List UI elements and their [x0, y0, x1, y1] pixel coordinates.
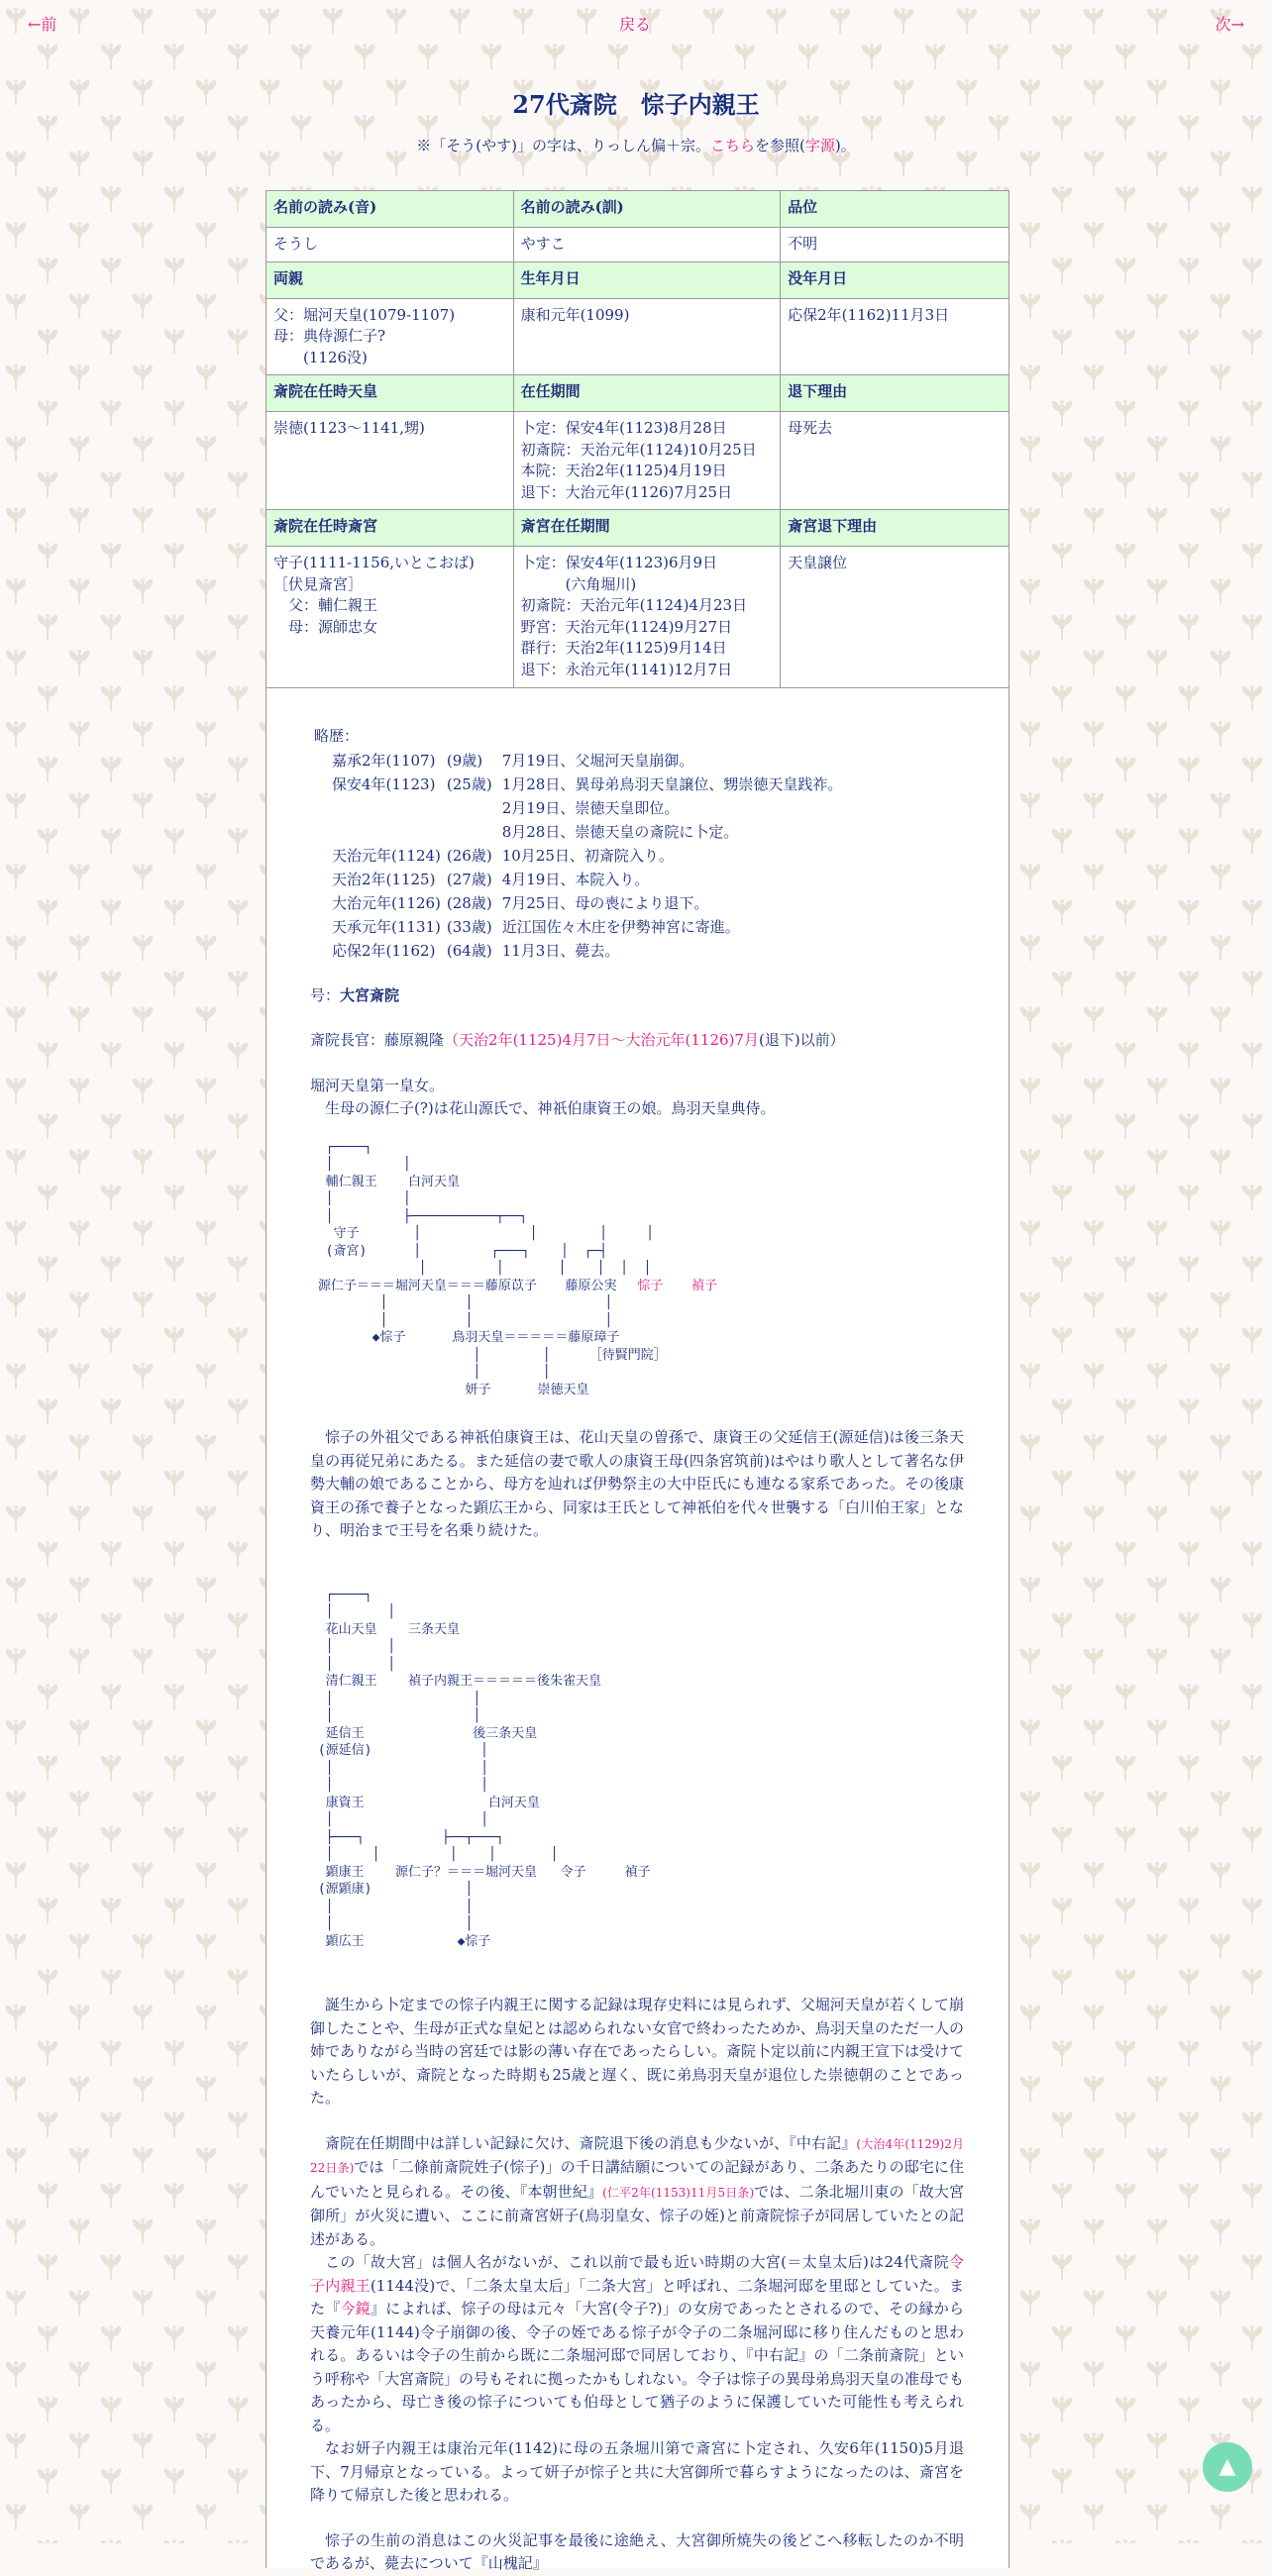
saigu-tenure-line: 卜定：保安4年(1123)6月9日: [520, 554, 718, 571]
para3-text: では、二条北堀川東の「故大宮御所」が火災に遭い、ここに前斎宮妍子(鳥羽皇女、悰子の姪)と前斎院悰子が同居していたとの記述がある。: [310, 2182, 964, 2248]
tenure-line: 退下：大治元年(1126)7月25日: [520, 482, 733, 501]
nav-next-link[interactable]: 次→: [1215, 15, 1244, 34]
ryaku-heading: 略歴：: [314, 727, 360, 745]
chokan-period: 天治2年(1125)4月7日～大治元年(1126)7月: [459, 1031, 759, 1049]
ryaku-text: 7月19日、父堀河天皇崩御。: [501, 751, 694, 770]
tree-line: (源延信) │: [310, 1743, 488, 1758]
ryaku-table: [316, 749, 842, 963]
value-parents: [266, 298, 514, 375]
ryaku-age: [447, 820, 502, 844]
table-row: [266, 510, 1009, 547]
table-row: [266, 191, 1009, 228]
value-death: 応保2年(1162)11月3日: [781, 298, 1009, 375]
table-row: [266, 547, 1009, 688]
paragraph-early-life: 誕生から卜定までの悰子内親王に関する記録は現存史料には見られず、父堀河天皇が若くして崩御したことや、生母が正式な皇妃とは認められない女官で終わったためか、鳥羽天皇のただ一人の姉でありながら当時の宮廷では影の薄い存在であったらしい。斎院卜定以前に内親王宣下は受けていたらしいが、斎院となった時期も25歳と遅く、既に弟鳥羽天皇が退位した崇徳朝のことであった。: [310, 1996, 964, 2107]
tree-line: 守子 │ │ │ │: [310, 1226, 654, 1241]
glyph-note: [0, 135, 1272, 155]
ryaku-row: [316, 820, 842, 844]
ryaku-age: (26歳): [446, 846, 492, 865]
header-death: 没年月日: [781, 261, 1009, 298]
para3-citation: (大治4年(1129)2月22日条): [310, 2136, 964, 2175]
ryaku-era: [316, 820, 447, 844]
tree-name-soshi: 悰子: [637, 1278, 664, 1293]
note-link-jigen[interactable]: 字源: [804, 137, 835, 155]
tree-line: 顕広王 ◆悰子: [310, 1933, 491, 1949]
saigu-line: 父：輔仁親王: [273, 596, 378, 614]
ryaku-row: [316, 796, 842, 820]
ryaku-era: 嘉承2年(1107): [332, 751, 436, 770]
tree-line: │ │: [310, 1899, 474, 1914]
para4-text: この「故大宮」は個人名がないが、これ以前で最も近い時期の大宮(＝太皇太后)は24代斎院: [325, 2253, 949, 2271]
para3-text: では「二條前斎院姓子(悰子)」の千日講結願についての記録があり、二条あたりの邸宅に住んでいたと見られる。その後、『本朝世紀』: [310, 2158, 964, 2201]
tree-line: ◆悰子 鳥羽天皇＝＝＝＝＝藤原璋子: [310, 1330, 620, 1345]
tree-line: │ │: [310, 1191, 411, 1206]
tree-line: │ │: [310, 1812, 489, 1827]
value-saigu: [266, 547, 514, 688]
ryaku-era: 応保2年(1162): [332, 941, 436, 960]
chokan-close: (退下)以前）: [758, 1031, 845, 1049]
tree-line: │ │: [310, 1691, 481, 1706]
ryaku-era: 保安4年(1123): [332, 774, 436, 793]
table-row: [266, 375, 1009, 412]
saigu-tenure-line: 退下：永治元年(1141)12月7日: [520, 660, 733, 678]
value-birth: 康和元年(1099): [513, 298, 781, 375]
tree-line: (斎宮) │ ┌───┐ │ ┌─┤: [310, 1243, 607, 1259]
go-label: 号：: [310, 985, 341, 1004]
header-birth: 生年月日: [513, 261, 781, 298]
value-tenure: [513, 412, 781, 510]
tree-line: 顕康王 源仁子？＝＝＝堀河天皇 令子 禎子: [310, 1864, 651, 1880]
ryaku-row: [316, 749, 842, 773]
header-saigu: 斎院在任時斎宮: [266, 510, 514, 547]
tree-line: 花山天皇 三条天皇: [310, 1621, 460, 1637]
ryaku-row: [316, 844, 842, 868]
value-saigu-retire: 天皇譲位: [781, 547, 1009, 688]
parent-line: 父：堀河天皇(1079-1107): [273, 305, 456, 324]
tenure-line: 本院：天治2年(1125)4月19日: [520, 462, 727, 479]
family-tree-2: [310, 1587, 964, 1951]
tree-line: 妍子 崇徳天皇: [310, 1382, 589, 1397]
para3-citation: (仁平2年(1153)11月5日条): [602, 2185, 755, 2200]
saigu-tenure-line: 群行：天治2年(1125)9月14日: [520, 639, 727, 657]
go-value: 大宮斎院: [340, 985, 400, 1004]
chokan-open: （: [444, 1031, 460, 1049]
saigu-tenure-line: (六角堀川): [520, 574, 637, 593]
scroll-top-button[interactable]: ▲: [1203, 2442, 1252, 2492]
link-reishi[interactable]: 令子内親王: [310, 2253, 964, 2295]
ryaku-text: 4月19日、本院入り。: [501, 870, 650, 888]
nav-prev-link[interactable]: ←前: [28, 15, 57, 34]
table-row: [266, 228, 1009, 262]
ryaku-row: [316, 773, 842, 796]
nav-back-link[interactable]: 戻る: [619, 15, 652, 34]
ryaku-era: 天治2年(1125): [332, 870, 436, 888]
paragraph-records: [310, 2132, 964, 2252]
value-emperor: 崇徳(1123～1141,甥): [266, 412, 514, 510]
main-content: [310, 725, 964, 2576]
paragraph-kenshi: なお妍子内親王は康治元年(1142)に母の五条堀川第で斎宮に卜定され、久安6年(1150)5月退下、7月帰京となっている。よって妍子が悰子と共に大宮御所で暮らすようになったのは、斎宮を降りて帰京した後と思われる。: [310, 2439, 964, 2504]
tree-line: ┌────┐: [310, 1139, 372, 1155]
note-text-pre: ※「そう(やす)」の字は、りっしん偏＋宗。: [416, 137, 710, 155]
ryaku-era: 天治元年(1124): [332, 846, 441, 865]
tree-line: │ │: [310, 1656, 396, 1672]
tree-line: (源顕康) │: [310, 1882, 474, 1897]
tree-line: 清仁親王 禎子内親王＝＝＝＝＝後朱雀天皇: [310, 1674, 601, 1689]
tree-line: │ │ ［待賢門院］: [310, 1347, 667, 1363]
tree-line: │ │: [310, 1365, 551, 1380]
family-tree-1: [310, 1139, 964, 1399]
tree-line: │ │ │: [310, 1312, 613, 1328]
ryaku-age: (9歳): [446, 751, 483, 770]
tree-line: │ │ │: [310, 1295, 613, 1310]
table-row: [266, 412, 1009, 510]
ryaku-age: [447, 796, 502, 820]
tree-line: │ │ │ │ │: [310, 1847, 559, 1862]
ryaku-age: (28歳): [446, 893, 492, 912]
header-retire-reason: 退下理由: [781, 375, 1009, 412]
ryaku-age: (64歳): [446, 941, 492, 960]
ryaku-row: [316, 939, 842, 963]
value-saigu-tenure: [513, 547, 781, 688]
tree-line: ┌────┐: [310, 1587, 372, 1602]
tree-line: 輔仁親王 白河天皇: [310, 1174, 460, 1189]
tree-line: │ │: [310, 1157, 411, 1172]
tree-line: │ ├───────────┬──┐: [310, 1208, 528, 1224]
saigu-tenure-line: 初斎院：天治元年(1124)4月23日: [520, 596, 748, 614]
ryaku-era: [316, 796, 447, 820]
ryaku-row: [316, 868, 842, 891]
ryaku-row: [316, 891, 842, 915]
tree-line: │ │: [310, 1708, 481, 1723]
header-reading-on: 名前の読み(音): [266, 191, 514, 228]
saigu-line: ［伏見斎宮］: [273, 574, 364, 593]
header-saigu-retire: 斎宮退下理由: [781, 510, 1009, 547]
tree-text: 源仁子＝＝＝堀河天皇＝＝＝藤原苡子 藤原公実: [310, 1278, 638, 1293]
ryaku-text: 2月19日、崇徳天皇即位。: [501, 798, 680, 817]
link-imakagami[interactable]: 今鏡: [340, 2300, 371, 2318]
tree-line: │ │: [310, 1760, 489, 1776]
note-text-post: )。: [834, 137, 856, 155]
tree-line: │ │: [310, 1639, 396, 1654]
ryaku-text: 近江国佐々木庄を伊勢神宮に寄進。: [501, 917, 740, 936]
table-row: [266, 261, 1009, 298]
value-reading-on: そうし: [266, 228, 514, 262]
header-parents: 両親: [266, 261, 514, 298]
ryaku-era: 天承元年(1131): [332, 917, 441, 936]
note-text-mid: を参照(: [755, 137, 805, 155]
para4-text: (1144没)で、「二条太皇太后」「二条大宮」と呼ばれ、二条堀河邸を里邸としていた。また『: [310, 2276, 964, 2318]
para4-text: 』によれば、悰子の母は元々「大宮(令子?)」の女房であったとされるので、その縁から天養元年(1144)令子崩御の後、令子の姪である悰子が令子の二条堀河邸に移り住んだものと思われる。あるいは令子の生前から既に二条堀河邸で同居しており、『中右記』の「二条前斎院」という呼称や「大宮斎院」の号もそれに拠ったかもしれない。令子は悰子の異母弟鳥羽天皇の准母でもあったから、母亡き後の悰子についても伯母として猶子のように保護していた可能性も考えられる。: [310, 2300, 965, 2434]
tree-text: [663, 1279, 691, 1293]
value-rank: 不明: [781, 228, 1009, 262]
ryaku-row: [316, 915, 842, 939]
tree-name-teishi: 禎子: [690, 1278, 717, 1293]
tree-line: │ │: [310, 1778, 489, 1793]
note-link-kochira[interactable]: こちら: [709, 137, 755, 155]
tree-line: │ │: [310, 1604, 396, 1619]
paragraph-omiya: [310, 2251, 964, 2437]
tree-line: 康資王 白河天皇: [310, 1795, 540, 1810]
header-tenure: 在任期間: [513, 375, 781, 412]
para3-text: 斎院在任期間中は詳しい記録に欠け、斎院退下後の消息も少ないが、『中右記』: [325, 2133, 857, 2152]
tree-line: 延信王 後三条天皇: [310, 1725, 538, 1741]
saigu-line: 守子(1111-1156,いとこおば): [273, 554, 475, 571]
ryaku-text: 1月28日、異母弟鳥羽天皇譲位、甥崇徳天皇践祚。: [501, 774, 843, 793]
parent-line: 母：典侍源仁子?: [273, 327, 386, 345]
saigu-tenure-line: 野宮：天治元年(1124)9月27日: [520, 617, 733, 636]
ryaku-age: (27歳): [446, 870, 492, 888]
ryaku-age: (25歳): [446, 774, 492, 793]
tree-line: │ │ │ │ │ │: [310, 1261, 652, 1276]
go-line: [310, 984, 964, 1008]
ryaku-text: 7月25日、母の喪により退下。: [501, 893, 709, 912]
value-retire-reason: 母死去: [781, 412, 1009, 510]
intro-line: 生母の源仁子(?)は花山源氏で、神祇伯康資王の娘。鳥羽天皇典侍。: [310, 1099, 776, 1117]
header-rank: 品位: [781, 191, 1009, 228]
ryaku-text: 8月28日、崇徳天皇の斎院に卜定。: [501, 822, 739, 841]
info-table: [265, 190, 1009, 688]
paragraph-death: 悰子の生前の消息はこの火災記事を最後に途絶え、大宮御所焼失の後どこへ移転したのか不明であるが、薨去について『山槐記』: [310, 2530, 964, 2572]
tree-line: ├───┐ ├──┬───┐: [310, 1829, 504, 1845]
chokan-line: [310, 1029, 964, 1053]
header-saigu-tenure: 斎宮在任期間: [513, 510, 781, 547]
header-reading-kun: 名前の読み(訓): [513, 191, 781, 228]
header-emperor: 斎院在任時天皇: [266, 375, 514, 412]
ryaku-text: 11月3日、薨去。: [501, 941, 620, 960]
table-row: [266, 298, 1009, 375]
value-reading-kun: やすこ: [513, 228, 781, 262]
chokan-label: 斎院長官：藤原親隆: [310, 1031, 445, 1049]
saigu-line: 母：源師忠女: [273, 617, 378, 636]
tenure-line: 卜定：保安4年(1123)8月28日: [520, 419, 727, 437]
intro-line: 堀河天皇第一皇女。: [310, 1076, 445, 1094]
tenure-line: 初斎院：天治元年(1124)10月25日: [520, 440, 757, 459]
ryaku-text: 10月25日、初斎院入り。: [501, 846, 674, 865]
paragraph-grandfather: 悰子の外祖父である神祇伯康資王は、花山天皇の曽孫で、康資王の父延信王(源延信)は後三条天皇の再従兄弟にあたる。また延信の妻で歌人の康資王母(四条宮筑前)はやはり歌人として著名な伊勢大輔の娘であることから、母方を辿れば伊勢祭主の大中臣氏にも連なる家系であった。その後康資王の孫で養子となった顕広王から、同家は王氏として神祇伯を代々世襲する「白川伯王家」となり、明治まで王号を名乗り続けた。: [310, 1428, 965, 1539]
tree-line: │ │: [310, 1916, 474, 1931]
ryaku-era: 大治元年(1126): [332, 893, 441, 912]
ryaku-age: (33歳): [446, 917, 492, 936]
page-title: 27代斎院 悰子内親王: [512, 90, 760, 119]
tree-line: [310, 1278, 964, 1295]
parent-line: (1126没): [273, 348, 368, 366]
